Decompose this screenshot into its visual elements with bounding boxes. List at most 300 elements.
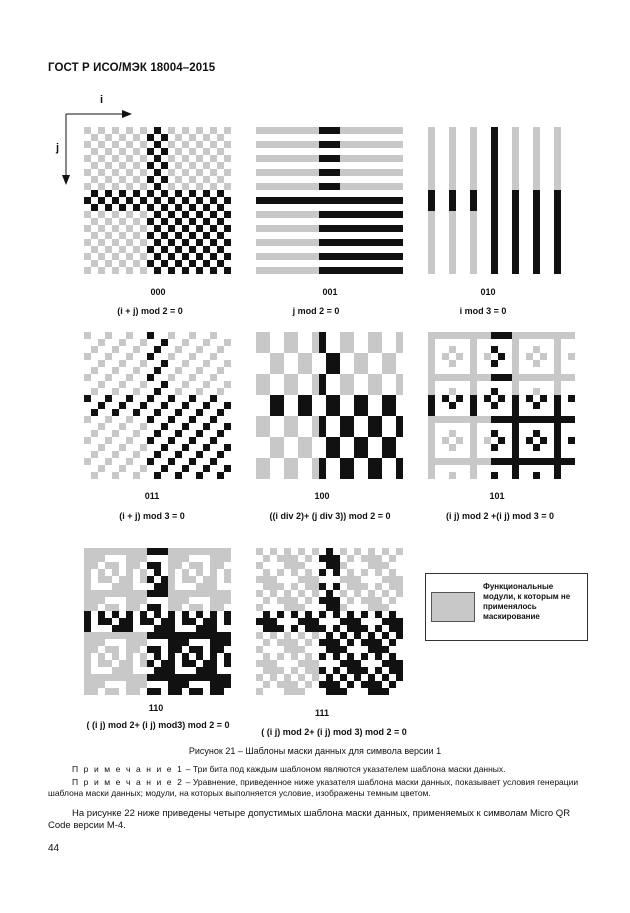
mask-module: [126, 562, 133, 569]
mask-module: [256, 472, 263, 479]
mask-module: [428, 360, 435, 367]
mask-module: [284, 597, 291, 604]
mask-module: [189, 162, 196, 169]
mask-module: [512, 218, 519, 225]
mask-module: [305, 127, 312, 134]
mask-module: [196, 583, 203, 590]
mask-module: [263, 211, 270, 218]
mask-module: [98, 576, 105, 583]
mask-module: [182, 653, 189, 660]
mask-module: [126, 437, 133, 444]
mask-module: [256, 388, 263, 395]
mask-module: [533, 458, 540, 465]
mask-module: [333, 688, 340, 695]
mask-module: [533, 472, 540, 479]
mask-module: [112, 583, 119, 590]
mask-module: [91, 430, 98, 437]
mask-module: [491, 246, 498, 253]
mask-module: [554, 225, 561, 232]
mask-module: [224, 444, 231, 451]
mask-module: [375, 381, 382, 388]
mask-module: [340, 155, 347, 162]
body-paragraph: На рисунке 22 ниже приведены четыре допустимых шаблона маски данных, применяемых к символам Micro QR Code версии M-4.: [48, 808, 571, 831]
mask-module: [340, 169, 347, 176]
mask-module: [119, 162, 126, 169]
mask-module: [354, 402, 361, 409]
mask-module: [291, 639, 298, 646]
mask-module: [154, 583, 161, 590]
mask-module: [263, 197, 270, 204]
mask-module: [284, 155, 291, 162]
mask-module: [91, 367, 98, 374]
mask-module: [147, 204, 154, 211]
mask-module: [168, 548, 175, 555]
mask-module: [119, 583, 126, 590]
mask-module: [361, 353, 368, 360]
mask-module: [512, 267, 519, 274]
mask-module: [224, 183, 231, 190]
mask-module: [277, 239, 284, 246]
mask-module: [98, 618, 105, 625]
mask-module: [210, 660, 217, 667]
mask-module: [449, 472, 456, 479]
mask-module: [428, 267, 435, 274]
mask-module: [533, 134, 540, 141]
mask-module: [470, 332, 477, 339]
mask-module: [340, 197, 347, 204]
mask-module: [98, 597, 105, 604]
mask-module: [375, 472, 382, 479]
mask-module: [375, 332, 382, 339]
mask-module: [396, 346, 403, 353]
mask-module: [203, 548, 210, 555]
mask-module: [133, 555, 140, 562]
mask-module: [168, 458, 175, 465]
mask-module: [203, 576, 210, 583]
mask-module: [526, 374, 533, 381]
mask-module: [312, 472, 319, 479]
mask-module: [291, 465, 298, 472]
mask-module: [224, 611, 231, 618]
mask-module: [161, 583, 168, 590]
mask-module: [319, 597, 326, 604]
mask-module: [533, 260, 540, 267]
mask-module: [147, 148, 154, 155]
mask-module: [203, 260, 210, 267]
mask-module: [277, 611, 284, 618]
mask-module: [256, 253, 263, 260]
mask-module: [428, 218, 435, 225]
mask-module: [140, 660, 147, 667]
mask-module: [284, 632, 291, 639]
mask-module: [375, 239, 382, 246]
mask-module: [224, 576, 231, 583]
mask-module: [210, 211, 217, 218]
mask-module: [217, 218, 224, 225]
mask-module: [256, 548, 263, 555]
mask-module: [263, 555, 270, 562]
mask-module: [112, 590, 119, 597]
mask-module: [112, 562, 119, 569]
mask-module: [126, 353, 133, 360]
mask-module: [396, 625, 403, 632]
mask-module: [291, 381, 298, 388]
mask-module: [319, 225, 326, 232]
mask-module: [105, 134, 112, 141]
mask-module: [291, 253, 298, 260]
mask-module: [105, 688, 112, 695]
mask-module: [175, 190, 182, 197]
mask-module: [298, 604, 305, 611]
mask-module: [470, 423, 477, 430]
mask-module: [270, 367, 277, 374]
mask-module: [333, 409, 340, 416]
mask-module: [389, 555, 396, 562]
mask-module: [196, 239, 203, 246]
mask-module: [277, 555, 284, 562]
mask-module: [256, 225, 263, 232]
mask-module: [217, 409, 224, 416]
mask-module: [291, 611, 298, 618]
mask-module: [263, 625, 270, 632]
mask-module: [382, 225, 389, 232]
mask-module: [368, 674, 375, 681]
mask-module: [428, 127, 435, 134]
mask-module: [284, 211, 291, 218]
mask-module: [298, 367, 305, 374]
mask-module: [428, 204, 435, 211]
mask-module: [498, 437, 505, 444]
mask-module: [319, 381, 326, 388]
mask-module: [133, 204, 140, 211]
mask-module: [428, 339, 435, 346]
mask-module: [98, 141, 105, 148]
mask-module: [347, 667, 354, 674]
mask-module: [175, 260, 182, 267]
mask-module: [175, 451, 182, 458]
mask-module: [168, 555, 175, 562]
mask-module: [554, 211, 561, 218]
mask-module: [84, 239, 91, 246]
mask-module: [347, 239, 354, 246]
mask-module: [133, 451, 140, 458]
mask-module: [126, 127, 133, 134]
mask-module: [312, 590, 319, 597]
mask-module: [347, 423, 354, 430]
mask-module: [203, 660, 210, 667]
mask-module: [140, 141, 147, 148]
mask-module: [347, 169, 354, 176]
mask-module: [224, 381, 231, 388]
mask-module: [354, 409, 361, 416]
mask-module: [512, 134, 519, 141]
mask-module: [277, 569, 284, 576]
mask-pattern-000: [84, 127, 231, 274]
mask-module: [189, 260, 196, 267]
mask-module: [84, 583, 91, 590]
mask-module: [305, 576, 312, 583]
mask-module: [347, 611, 354, 618]
mask-module: [319, 211, 326, 218]
mask-module: [196, 127, 203, 134]
mask-module: [554, 416, 561, 423]
mask-module: [284, 681, 291, 688]
mask-module: [396, 267, 403, 274]
mask-module: [347, 576, 354, 583]
mask-module: [533, 127, 540, 134]
mask-module: [449, 246, 456, 253]
mask-module: [347, 127, 354, 134]
mask-module: [312, 423, 319, 430]
mask-module: [140, 127, 147, 134]
mask-module: [91, 632, 98, 639]
mask-module: [470, 211, 477, 218]
mask-module: [396, 253, 403, 260]
mask-module: [361, 569, 368, 576]
mask-module: [168, 576, 175, 583]
mask-module: [277, 360, 284, 367]
mask-module: [203, 162, 210, 169]
mask-module: [368, 169, 375, 176]
mask-module: [449, 444, 456, 451]
mask-module: [291, 430, 298, 437]
mask-module: [382, 409, 389, 416]
mask-module: [326, 646, 333, 653]
mask-module: [428, 260, 435, 267]
mask-module: [84, 555, 91, 562]
mask-module: [554, 395, 561, 402]
mask-module: [84, 437, 91, 444]
mask-module: [498, 395, 505, 402]
mask-module: [91, 409, 98, 416]
mask-module: [91, 639, 98, 646]
mask-module: [340, 465, 347, 472]
mask-module: [333, 141, 340, 148]
mask-module: [554, 239, 561, 246]
mask-module: [305, 239, 312, 246]
mask-module: [512, 253, 519, 260]
mask-module: [484, 374, 491, 381]
mask-module: [210, 155, 217, 162]
mask-module: [168, 141, 175, 148]
mask-module: [175, 562, 182, 569]
mask-module: [189, 632, 196, 639]
mask-module: [84, 197, 91, 204]
mask-module: [203, 218, 210, 225]
mask-module: [340, 225, 347, 232]
mask-module: [182, 253, 189, 260]
mask-module: [554, 204, 561, 211]
mask-module: [428, 155, 435, 162]
mask-module: [312, 548, 319, 555]
mask-module: [347, 639, 354, 646]
mask-module: [98, 653, 105, 660]
mask-module: [449, 332, 456, 339]
mask-module: [333, 562, 340, 569]
mask-module: [333, 155, 340, 162]
mask-module: [84, 646, 91, 653]
pattern-formula: (i + j) mod 2 = 0: [117, 306, 183, 316]
mask-module: [189, 395, 196, 402]
mask-module: [533, 204, 540, 211]
mask-module: [147, 632, 154, 639]
mask-module: [312, 141, 319, 148]
mask-module: [119, 674, 126, 681]
mask-module: [512, 437, 519, 444]
note-text: – Уравнение, приведенное ниже указателя шаблона маски данных, показывает условия генерации шаблона маски данных; модули, на которых выполняется условие, изображены темным цветом.: [48, 777, 579, 798]
mask-module: [140, 465, 147, 472]
mask-module: [389, 639, 396, 646]
mask-module: [140, 653, 147, 660]
mask-module: [91, 451, 98, 458]
mask-module: [375, 169, 382, 176]
mask-module: [91, 176, 98, 183]
mask-module: [512, 388, 519, 395]
mask-module: [196, 211, 203, 218]
mask-module: [263, 681, 270, 688]
mask-module: [105, 190, 112, 197]
mask-module: [568, 332, 575, 339]
mask-module: [84, 211, 91, 218]
mask-module: [396, 472, 403, 479]
mask-module: [91, 204, 98, 211]
mask-module: [368, 472, 375, 479]
mask-module: [291, 555, 298, 562]
mask-module: [319, 681, 326, 688]
mask-module: [375, 625, 382, 632]
mask-module: [210, 141, 217, 148]
mask-module: [112, 430, 119, 437]
mask-module: [154, 590, 161, 597]
mask-module: [298, 576, 305, 583]
mask-module: [375, 155, 382, 162]
mask-module: [154, 183, 161, 190]
mask-module: [119, 148, 126, 155]
mask-module: [126, 267, 133, 274]
mask-module: [428, 437, 435, 444]
mask-module: [133, 190, 140, 197]
mask-module: [491, 253, 498, 260]
mask-module: [105, 674, 112, 681]
mask-module: [326, 604, 333, 611]
mask-module: [449, 218, 456, 225]
mask-module: [161, 618, 168, 625]
mask-module: [389, 353, 396, 360]
mask-module: [210, 562, 217, 569]
mask-module: [263, 183, 270, 190]
mask-module: [319, 611, 326, 618]
mask-module: [470, 218, 477, 225]
mask-module: [98, 211, 105, 218]
mask-module: [375, 458, 382, 465]
mask-module: [554, 444, 561, 451]
mask-module: [491, 472, 498, 479]
mask-module: [182, 339, 189, 346]
mask-module: [470, 339, 477, 346]
mask-module: [126, 395, 133, 402]
mask-module: [319, 653, 326, 660]
mask-module: [449, 360, 456, 367]
mask-module: [449, 197, 456, 204]
mask-module: [428, 253, 435, 260]
mask-module: [382, 402, 389, 409]
mask-module: [119, 625, 126, 632]
mask-module: [477, 332, 484, 339]
mask-module: [340, 590, 347, 597]
mask-module: [340, 632, 347, 639]
mask-module: [256, 562, 263, 569]
mask-module: [340, 239, 347, 246]
mask-module: [270, 253, 277, 260]
mask-module: [224, 423, 231, 430]
mask-module: [210, 576, 217, 583]
mask-module: [477, 458, 484, 465]
mask-module: [112, 548, 119, 555]
mask-module: [140, 169, 147, 176]
mask-module: [368, 646, 375, 653]
mask-module: [161, 134, 168, 141]
mask-module: [277, 639, 284, 646]
mask-module: [256, 127, 263, 134]
mask-module: [263, 653, 270, 660]
mask-module: [533, 162, 540, 169]
mask-module: [291, 653, 298, 660]
mask-module: [361, 155, 368, 162]
mask-module: [154, 267, 161, 274]
mask-module: [224, 674, 231, 681]
mask-module: [470, 141, 477, 148]
mask-module: [305, 409, 312, 416]
mask-module: [98, 465, 105, 472]
mask-module: [189, 246, 196, 253]
mask-module: [112, 604, 119, 611]
mask-module: [270, 583, 277, 590]
mask-module: [112, 646, 119, 653]
mask-module: [133, 590, 140, 597]
mask-module: [203, 381, 210, 388]
mask-module: [368, 597, 375, 604]
mask-module: [347, 374, 354, 381]
mask-module: [256, 674, 263, 681]
mask-module: [449, 176, 456, 183]
mask-module: [340, 346, 347, 353]
mask-module: [554, 458, 561, 465]
mask-module: [382, 632, 389, 639]
mask-module: [91, 548, 98, 555]
mask-module: [91, 555, 98, 562]
mask-module: [126, 155, 133, 162]
mask-module: [382, 646, 389, 653]
mask-module: [554, 339, 561, 346]
mask-module: [333, 555, 340, 562]
mask-module: [491, 416, 498, 423]
mask-module: [112, 674, 119, 681]
mask-module: [126, 618, 133, 625]
mask-module: [203, 618, 210, 625]
mask-module: [210, 253, 217, 260]
mask-module: [98, 267, 105, 274]
mask-module: [84, 225, 91, 232]
mask-module: [119, 218, 126, 225]
mask-module: [319, 583, 326, 590]
mask-module: [147, 353, 154, 360]
mask-module: [533, 141, 540, 148]
mask-module: [168, 253, 175, 260]
mask-module: [368, 225, 375, 232]
mask-module: [119, 260, 126, 267]
mask-module: [354, 225, 361, 232]
mask-module: [119, 548, 126, 555]
